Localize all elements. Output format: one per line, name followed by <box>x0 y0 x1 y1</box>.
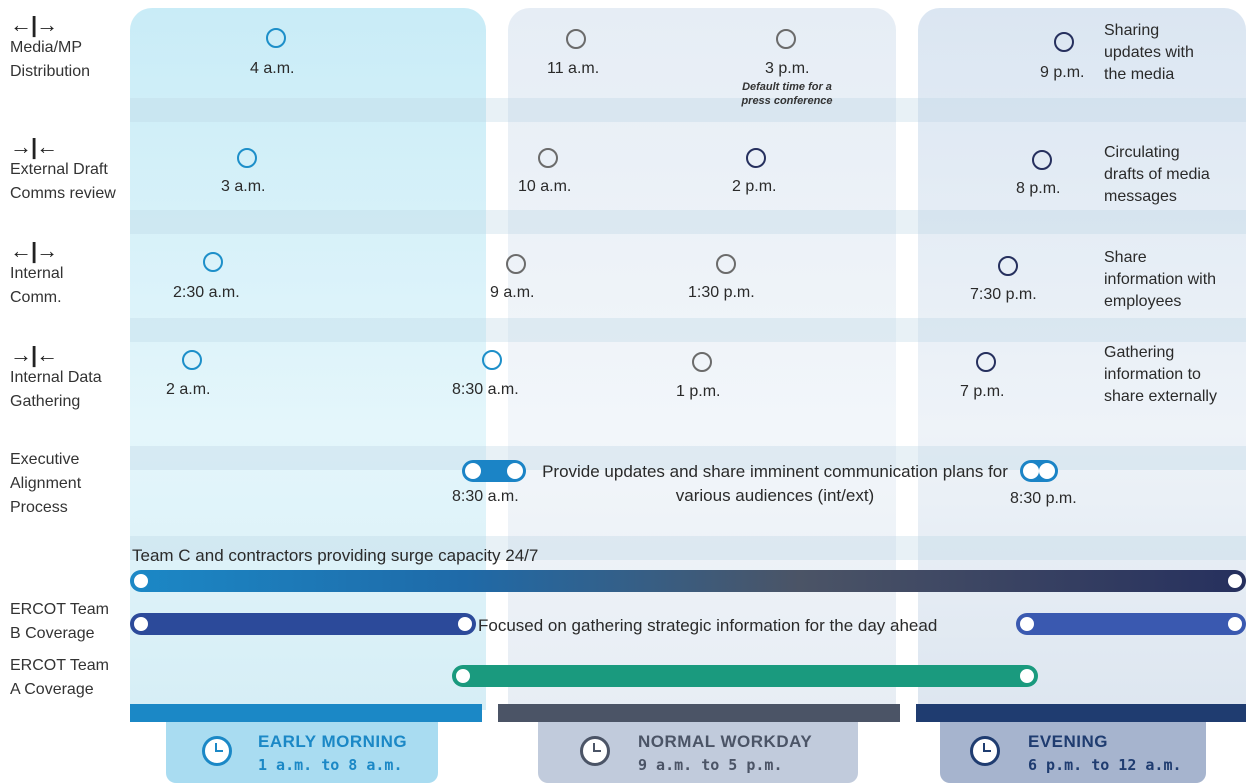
row-label-line: Alignment <box>10 475 82 492</box>
row-label-line: Comms review <box>10 185 116 202</box>
row-description <box>1104 20 1244 86</box>
row-label-line: Media/MP <box>10 39 83 56</box>
period-title: NORMAL WORKDAY <box>638 732 813 751</box>
bar-end-icon <box>456 615 474 633</box>
time-label: 10 a.m. <box>518 178 572 195</box>
background-band <box>130 98 1246 122</box>
description-line: share externally <box>1104 388 1217 405</box>
time-marker-icon <box>716 254 736 274</box>
time-marker-icon <box>746 148 766 168</box>
time-label: 2:30 a.m. <box>173 284 240 301</box>
row-label-team-b <box>10 598 109 646</box>
bar-end-icon <box>1226 615 1244 633</box>
row-label-line: B Coverage <box>10 625 95 642</box>
row-label-external-draft <box>10 136 116 206</box>
time-label: 3 a.m. <box>221 178 266 195</box>
team-b-evening-bar <box>1016 613 1246 635</box>
period-hours: 1 a.m. to 8 a.m. <box>258 756 403 774</box>
bar-start-icon <box>132 615 150 633</box>
time-label: 7:30 p.m. <box>970 286 1037 303</box>
description-line: information to <box>1104 366 1201 383</box>
description-line: employees <box>1104 293 1182 310</box>
time-marker-icon <box>998 256 1018 276</box>
note-line: press conference <box>741 95 833 107</box>
row-description <box>1104 142 1244 208</box>
period-title: EARLY MORNING <box>258 732 408 751</box>
exec-start-toggle-icon <box>462 460 526 482</box>
team-c-coverage-bar <box>130 570 1246 592</box>
description-line: Share <box>1104 249 1147 266</box>
period-tab-early-morning <box>166 722 438 783</box>
normal-workday-strip <box>498 704 900 722</box>
row-label-team-a <box>10 654 109 702</box>
clock-icon <box>970 736 1000 766</box>
time-label: 2 a.m. <box>166 381 211 398</box>
row-label-internal-data-gathering <box>10 344 102 414</box>
row-description <box>1104 247 1244 313</box>
time-label: 4 a.m. <box>250 60 295 77</box>
collapse-arrows-icon: →|← <box>10 342 58 367</box>
time-marker-icon <box>182 350 202 370</box>
description-line: Circulating <box>1104 144 1180 161</box>
row-label-line: Gathering <box>10 393 81 410</box>
time-marker-icon <box>482 350 502 370</box>
time-marker-icon <box>692 352 712 372</box>
time-marker-icon <box>976 352 996 372</box>
bar-end-icon <box>1018 667 1036 685</box>
press-conference-note <box>722 80 852 108</box>
time-label: 2 p.m. <box>732 178 777 195</box>
time-marker-icon <box>237 148 257 168</box>
expand-arrows-icon: ←|→ <box>10 12 58 37</box>
row-label-line: Internal Data <box>10 369 102 386</box>
bar-end-icon <box>1226 572 1244 590</box>
time-label: 1:30 p.m. <box>688 284 755 301</box>
time-marker-icon <box>203 252 223 272</box>
clock-icon <box>202 736 232 766</box>
time-label: 8:30 p.m. <box>1010 490 1077 507</box>
bar-start-icon <box>1018 615 1036 633</box>
time-marker-icon <box>1032 150 1052 170</box>
description-line: messages <box>1104 188 1177 205</box>
evening-strip <box>916 704 1246 722</box>
row-label-internal-comm <box>10 240 63 310</box>
row-label-line: External Draft <box>10 161 108 178</box>
time-marker-icon <box>776 29 796 49</box>
time-label: 7 p.m. <box>960 383 1005 400</box>
description-line: information with <box>1104 271 1217 288</box>
row-label-line: Distribution <box>10 63 91 80</box>
executive-description: Provide updates and share imminent communication plans for various audiences (int/ext) <box>542 462 1008 505</box>
time-label: 8 p.m. <box>1016 180 1061 197</box>
time-label: 3 p.m. <box>765 60 810 77</box>
expand-arrows-icon: ←|→ <box>10 238 58 263</box>
row-label-executive-alignment <box>10 448 81 520</box>
team-b-description: Focused on gathering strategic information for the day ahead <box>478 616 938 635</box>
period-tab-normal-workday <box>538 722 858 783</box>
description-line: Gathering <box>1104 344 1175 361</box>
time-label: 8:30 a.m. <box>452 488 519 505</box>
description-line: the media <box>1104 66 1175 83</box>
clock-icon <box>580 736 610 766</box>
background-band <box>130 318 1246 342</box>
time-label: 8:30 a.m. <box>452 381 519 398</box>
period-title: EVENING <box>1028 732 1109 751</box>
time-label: 9 p.m. <box>1040 64 1085 81</box>
time-marker-icon <box>566 29 586 49</box>
row-label-line: A Coverage <box>10 681 94 698</box>
row-label-media-distribution <box>10 14 90 84</box>
row-label-line: Process <box>10 499 68 516</box>
exec-end-toggle-icon <box>1020 460 1058 482</box>
row-description <box>1104 342 1244 408</box>
team-c-label: Team C and contractors providing surge capacity 24/7 <box>132 546 539 565</box>
description-line: drafts of media <box>1104 166 1210 183</box>
description-line: Sharing <box>1104 22 1160 39</box>
period-tab-evening <box>940 722 1206 783</box>
row-label-line: ERCOT Team <box>10 657 109 674</box>
bar-start-icon <box>454 667 472 685</box>
time-label: 9 a.m. <box>490 284 535 301</box>
early-morning-strip <box>130 704 482 722</box>
row-label-line: Executive <box>10 451 80 468</box>
time-label: 11 a.m. <box>547 60 600 77</box>
time-label: 1 p.m. <box>676 383 721 400</box>
row-label-line: Comm. <box>10 289 62 306</box>
period-hours: 6 p.m. to 12 a.m. <box>1028 756 1182 774</box>
period-hours: 9 a.m. to 5 p.m. <box>638 756 783 774</box>
team-a-coverage-bar <box>452 665 1038 687</box>
time-marker-icon <box>538 148 558 168</box>
time-marker-icon <box>1054 32 1074 52</box>
collapse-arrows-icon: →|← <box>10 134 58 159</box>
note-line: Default time for a <box>742 81 832 93</box>
time-marker-icon <box>506 254 526 274</box>
time-marker-icon <box>266 28 286 48</box>
row-label-line: Internal <box>10 265 64 282</box>
team-b-morning-bar <box>130 613 476 635</box>
background-band <box>130 210 1246 234</box>
row-label-line: ERCOT Team <box>10 601 109 618</box>
bar-start-icon <box>132 572 150 590</box>
description-line: updates with <box>1104 44 1194 61</box>
